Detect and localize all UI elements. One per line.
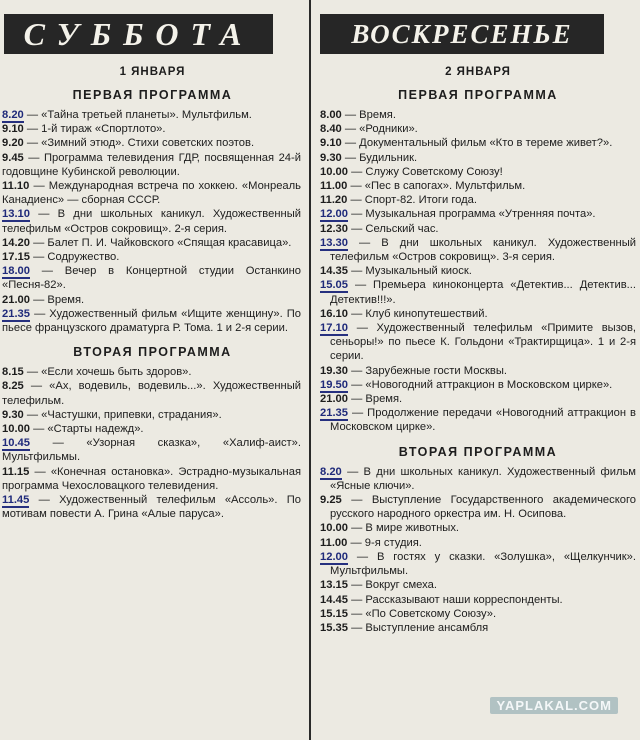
schedule-entry xyxy=(320,222,636,236)
schedule-time: 17.15 xyxy=(2,251,30,264)
schedule-time: 11.20 xyxy=(320,194,348,207)
schedule-time-underlined: 13.10 xyxy=(2,208,30,221)
schedule-entry xyxy=(2,207,301,235)
schedule-list xyxy=(316,108,640,435)
schedule-time-underlined: 8.20 xyxy=(2,109,24,121)
schedule-text: — 9-я студия. xyxy=(350,536,422,549)
schedule-entry xyxy=(2,250,301,264)
date-sunday: 2 ЯНВАРЯ xyxy=(445,66,511,78)
schedule-text: — Продолжение передачи «Новогодний аттракцион в Московском цирке». xyxy=(330,407,636,434)
schedule-text: — Премьера киноконцерта «Детектив... Детектив... Детектив!!!». xyxy=(330,279,637,306)
schedule-time-underlined: 8.20 xyxy=(320,465,342,478)
schedule-text: — Время. xyxy=(351,393,403,406)
schedule-entry xyxy=(320,521,636,535)
schedule-time: 8.40 xyxy=(320,123,342,136)
schedule-time: 11.15 xyxy=(2,465,30,478)
schedule-time: 11.00 xyxy=(320,180,348,193)
schedule-time: 9.20 xyxy=(2,137,24,150)
saturday-column xyxy=(0,0,305,740)
schedule-entry xyxy=(2,307,301,335)
schedule-text: — Сельский час. xyxy=(351,222,439,235)
schedule-time: 14.35 xyxy=(320,265,348,278)
schedule-time: 8.00 xyxy=(320,109,342,121)
sunday-column xyxy=(316,0,640,740)
schedule-time: 21.00 xyxy=(320,393,348,406)
schedule-time: 10.00 xyxy=(320,522,348,535)
day-banner-sunday: ВОСКРЕСЕНЬЕ xyxy=(320,14,604,54)
schedule-entry xyxy=(2,179,301,207)
schedule-text: — Клуб кинопутешествий. xyxy=(351,307,488,320)
schedule-text: — Художественный телефильм «Примите вызов, сеньоры!» по пьесе К. Гольдони «Трактирщица». 1 и 2-я серии. xyxy=(330,322,636,363)
schedule-entry xyxy=(2,422,301,436)
schedule-entry xyxy=(320,151,636,165)
schedule-text: — Балет П. И. Чайковского «Спящая красавица». xyxy=(33,236,292,249)
schedule-time: 15.35 xyxy=(320,621,348,634)
schedule-time: 9.25 xyxy=(320,494,342,507)
schedule-time: 16.10 xyxy=(320,307,348,320)
schedule-entry xyxy=(320,179,636,193)
schedule-time-underlined: 13.30 xyxy=(320,236,348,249)
schedule-time: 11.00 xyxy=(320,536,348,549)
program-title-first-saturday: ПЕРВАЯ ПРОГРАММА xyxy=(72,88,233,102)
schedule-entry xyxy=(2,493,301,521)
schedule-time-underlined: 21.35 xyxy=(320,407,348,420)
schedule-entry xyxy=(320,321,636,364)
schedule-time: 11.10 xyxy=(2,180,30,193)
schedule-text: — Вокруг смеха. xyxy=(351,579,437,592)
schedule-entry xyxy=(320,193,636,207)
schedule-text: — «По Советскому Союзу». xyxy=(351,607,497,620)
schedule-time: 9.45 xyxy=(2,151,24,164)
schedule-text: — Выступление ансамбля xyxy=(351,621,489,634)
program-title-first-sunday: ПЕРВАЯ ПРОГРАММА xyxy=(398,88,558,102)
schedule-text: — В дни школьных каникул. Художественный телефильм «Остров сокровищ». 3-я серия. xyxy=(330,236,636,264)
schedule-text: — Художественный телефильм «Ассоль». По мотивам повести А. Грина «Алые паруса». xyxy=(2,494,301,521)
schedule-text: — В дни школьных каникул. Художественный телефильм «Остров сокровищ». 2-я серия. xyxy=(2,208,301,235)
schedule-time-underlined: 15.05 xyxy=(320,279,348,292)
schedule-time-underlined: 11.45 xyxy=(2,494,30,507)
schedule-time-underlined: 17.10 xyxy=(320,322,348,335)
schedule-entry xyxy=(2,465,301,493)
schedule-text: — «Пес в сапогах». Мультфильм. xyxy=(350,180,526,193)
schedule-text: — Художественный фильм «Ищите женщину». По пьесе французского драматурга Р. Тома. 1 и 2-я серии. xyxy=(2,307,301,335)
schedule-time-underlined: 12.00 xyxy=(320,550,348,563)
program-title-second-sunday: ВТОРАЯ ПРОГРАММА xyxy=(398,444,558,459)
schedule-entry xyxy=(320,378,636,392)
schedule-list xyxy=(316,465,640,635)
schedule-time: 10.00 xyxy=(2,423,30,436)
schedule-time: 9.30 xyxy=(320,151,342,164)
schedule-entry xyxy=(320,406,636,434)
schedule-text: — «Ах, водевиль, водевиль...». Художественный телефильм. xyxy=(2,380,301,407)
schedule-text: — Будильник. xyxy=(344,151,418,164)
schedule-entry xyxy=(320,392,636,406)
schedule-entry xyxy=(320,593,636,607)
schedule-text: — «Конечная остановка». Эстрадно-музыкальная программа Чехословацкого телевидения. xyxy=(2,465,302,492)
schedule-entry xyxy=(320,264,636,278)
schedule-entry xyxy=(320,621,636,635)
schedule-text: — «Новогодний аттракцион в Московском цирке». xyxy=(351,378,613,391)
schedule-entry xyxy=(320,493,636,521)
schedule-text: — В мире животных. xyxy=(351,522,460,535)
schedule-time: 9.10 xyxy=(320,137,342,150)
day-banner-saturday: СУББОТА xyxy=(4,14,273,54)
schedule-entry xyxy=(2,264,301,292)
schedule-entry xyxy=(320,578,636,592)
schedule-list xyxy=(0,108,305,335)
schedule-entry xyxy=(320,364,636,378)
schedule-time: 14.20 xyxy=(2,236,30,249)
schedule-time-underlined: 10.45 xyxy=(2,437,30,450)
schedule-entry xyxy=(2,408,301,422)
schedule-entry xyxy=(2,236,301,250)
schedule-text: — «Узорная сказка», «Халиф-аист». Мультфильмы. xyxy=(2,437,302,464)
schedule-time: 14.45 xyxy=(320,593,348,606)
schedule-entry xyxy=(320,307,636,321)
schedule-text: — «Тайна третьей планеты». Мультфильм. xyxy=(26,109,252,121)
schedule-text: — Программа телевидения ГДР, посвященная 24-й годовщине Кубинской революции. xyxy=(2,151,301,178)
schedule-text: — Зарубежные гости Москвы. xyxy=(351,364,507,377)
schedule-time: 10.00 xyxy=(320,165,348,178)
schedule-time: 8.25 xyxy=(2,380,24,393)
schedule-time: 19.30 xyxy=(320,364,348,377)
schedule-entry xyxy=(320,607,636,621)
schedule-text: — Вечер в Концертной студии Останкино «Песня-82». xyxy=(2,265,301,292)
schedule-text: — Время. xyxy=(344,109,396,121)
schedule-text: — 1-й тираж «Спортлото». xyxy=(26,123,166,136)
schedule-entry xyxy=(320,165,636,179)
schedule-time: 15.15 xyxy=(320,607,348,620)
schedule-text: — «Если хочешь быть здоров». xyxy=(26,366,192,379)
schedule-list xyxy=(0,365,305,521)
schedule-text: — «Частушки, припевки, страдания». xyxy=(26,408,222,421)
schedule-time: 12.30 xyxy=(320,222,348,235)
schedule-entry xyxy=(2,151,301,179)
schedule-entry xyxy=(320,550,636,578)
schedule-time-underlined: 12.00 xyxy=(320,208,348,221)
schedule-text: — «Родники». xyxy=(344,123,418,136)
schedule-entry xyxy=(320,207,636,221)
schedule-text: — «Старты надежд». xyxy=(33,423,144,436)
schedule-entry xyxy=(320,236,636,264)
schedule-entry xyxy=(2,293,301,307)
schedule-time: 21.00 xyxy=(2,293,30,306)
schedule-entry xyxy=(2,122,301,136)
schedule-text: — Документальный фильм «Кто в тереме живет?». xyxy=(344,137,613,150)
schedule-time-underlined: 21.35 xyxy=(2,307,30,320)
schedule-text: — В гостях у сказки. «Золушка», «Щелкунчик». Мультфильмы. xyxy=(330,550,636,578)
schedule-text: — Рассказывают наши корреспонденты. xyxy=(351,593,563,606)
schedule-text: — Выступление Государственного академического русского народного оркестра им. Н. Осипова. xyxy=(330,494,637,521)
schedule-text: — Время. xyxy=(33,293,85,306)
schedule-entry xyxy=(320,536,636,550)
schedule-entry xyxy=(2,108,301,122)
schedule-entry xyxy=(320,108,636,122)
schedule-entry xyxy=(320,278,636,306)
watermark: YAPLAKAL.COM xyxy=(490,697,618,714)
schedule-text: — В дни школьных каникул. Художественный фильм «Ясные ключи». xyxy=(330,465,636,492)
schedule-entry xyxy=(2,379,301,407)
schedule-entry xyxy=(2,436,301,464)
schedule-time: 9.10 xyxy=(2,123,24,136)
schedule-text: — Служу Советскому Союзу! xyxy=(351,165,503,178)
schedule-time: 13.15 xyxy=(320,579,348,592)
schedule-text: — «Зимний этюд». Стихи советских поэтов. xyxy=(26,137,255,150)
schedule-time: 8.15 xyxy=(2,366,24,379)
schedule-text: — Содружество. xyxy=(33,251,120,264)
schedule-time-underlined: 19.50 xyxy=(320,378,348,391)
schedule-text: — Спорт-82. Итоги года. xyxy=(350,194,478,207)
date-saturday: 1 ЯНВАРЯ xyxy=(119,66,186,78)
schedule-time-underlined: 18.00 xyxy=(2,265,30,278)
column-divider xyxy=(309,0,311,740)
schedule-text: — Международная встреча по хоккею. «Монреаль Канадиенс» — сборная СССР. xyxy=(2,180,301,207)
schedule-text: — Музыкальный киоск. xyxy=(351,265,472,278)
schedule-entry xyxy=(2,136,301,150)
schedule-entry xyxy=(320,465,636,493)
schedule-time: 9.30 xyxy=(2,408,24,421)
schedule-text: — Музыкальная программа «Утренняя почта». xyxy=(351,208,596,221)
schedule-entry xyxy=(320,136,636,150)
schedule-entry xyxy=(320,122,636,136)
schedule-entry xyxy=(2,365,301,379)
program-title-second-saturday: ВТОРАЯ ПРОГРАММА xyxy=(73,345,232,360)
